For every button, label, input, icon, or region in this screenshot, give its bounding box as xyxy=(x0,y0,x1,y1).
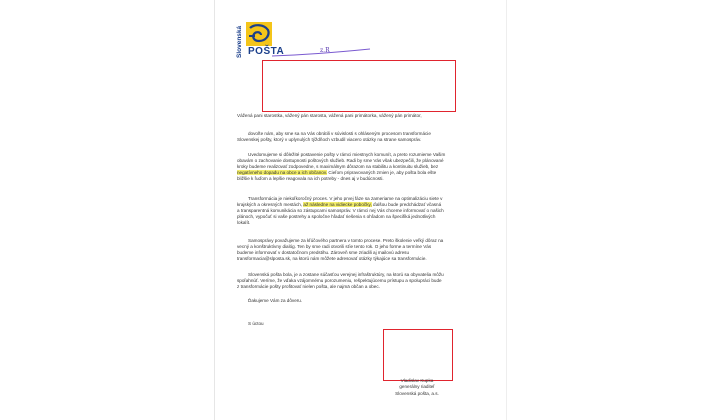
paragraph-3-line-4: plánoch, vypočuť si vaše postrehy a spoločne hľadať riešenia s ohľadom na špecifiká jednotlivých xyxy=(237,214,436,219)
paragraph-4-line-3: budeme informovať v dostatočnom predstihu. Zároveň sme zriadili aj mailovú adresu xyxy=(237,250,410,255)
paragraph-3-line-1: Transformácia je niekoľkoročný proces. V jeho prvej fáze sa zameriame na optimalizáciu siete v xyxy=(248,196,443,201)
paragraph-3-line-2-pre: krajských a okresných mestách, xyxy=(237,202,304,207)
post-horn-logo-icon xyxy=(246,22,272,46)
page-edge xyxy=(506,0,507,420)
salutation: Vážená pani starostka, vážený pán starosta, vážená pani primátorka, vážený pán primátor, xyxy=(237,113,422,118)
redacted-signature-box xyxy=(383,329,453,381)
highlighted-text: až následne na vidiecke pobočky, xyxy=(303,202,372,207)
page-edge xyxy=(214,0,215,420)
paragraph-2-line-4-rest: Cieľom pripravovaných zmien je, aby pošta bola ešte xyxy=(327,170,437,175)
paragraph-1-line-2: Slovenskej pošty, ktorý v uplynulých týždňoch vzbudil viacero otázky na strane samospráv. xyxy=(237,137,422,142)
paragraph-4-line-2: vecný a konštruktívny dialóg. Ten by sme radi otvorili sťie tento rok. O jeho forme a termíne Vás xyxy=(237,244,432,249)
logo-brand-top: Slovenská xyxy=(236,25,243,58)
paragraph-3-line-2-post: ďalšou bude predchádzať včasná xyxy=(371,202,442,207)
highlighted-text: negatívneho dopadu na obce a ich občanov. xyxy=(237,170,328,175)
paragraph-2-line-3: kroky budeme realizovať zodpovedne, s maximálnym dôrazom na stabilitu a kontinuitu služieb, bez xyxy=(237,164,439,169)
thanks-line: Ďakujeme Vám za dôveru. xyxy=(248,298,303,303)
logo-brand-main: POŠTA xyxy=(248,46,285,57)
paragraph-2-line-5: bližšie k ľuďom a lepšie reagovala na ich potreby - dnes aj v budúcnosti. xyxy=(237,176,384,181)
paragraph-4-line-4: transformacia@slposta.sk, na ktorú nám môžete adresovať otázky týkajúce sa transformácie. xyxy=(237,256,427,261)
paragraph-3-line-3: a transparentná komunikácia so zástupcami samospráv. V rámci nej Vás chceme informovať o našich xyxy=(237,208,444,213)
paragraph-5-line-1: Slovenská pošta bola, je a zostane súčasťou verejnej infraštruktúry, na ktorú sa obyvatelia môžu xyxy=(248,272,444,277)
handwritten-mark-text: z.R xyxy=(320,47,330,54)
paragraph-3-line-5: lokalít. xyxy=(237,220,251,225)
paragraph-5-line-3: z transformácie pošty profitovať nielen pošta, ale najmä občan a obec. xyxy=(237,284,380,289)
paragraph-5-line-2: spoľahnúť. Veríme, že vďaka vzájomnému porozumeniu, rešpektujúcemu prístupu a spolupráci bude xyxy=(237,278,442,283)
signatory-block xyxy=(377,378,457,397)
paragraph-2-line-2: obavám o zachovanie dostupnosti poštových služieb. Radi by sme Vás však ubezpečili, že plánované xyxy=(237,158,444,163)
handwritten-mark-icon xyxy=(270,44,380,60)
paragraph-2-line-1: Uvedomujeme si dôležité postavenie pošty v rámci miestnych komunít, a preto rozumieme Vašim xyxy=(248,152,446,157)
closing-line: S úctou xyxy=(248,321,264,326)
paragraph-4-line-1: Samosprávy považujeme za kľúčového partnera v tomto procese. Preto školenie veľký dôraz na xyxy=(248,238,444,243)
paragraph-1-line-1: dovoľte nám, aby sme sa na Vás obrátili v súvislosti s ohláseným procesom transformácie xyxy=(248,131,431,136)
signatory-title: generálny riaditeľ xyxy=(399,384,435,390)
signatory-name: Vladislav Kupka xyxy=(400,378,434,383)
signatory-company: Slovenská pošta, a.s. xyxy=(395,390,439,396)
redacted-address-box xyxy=(262,60,456,112)
